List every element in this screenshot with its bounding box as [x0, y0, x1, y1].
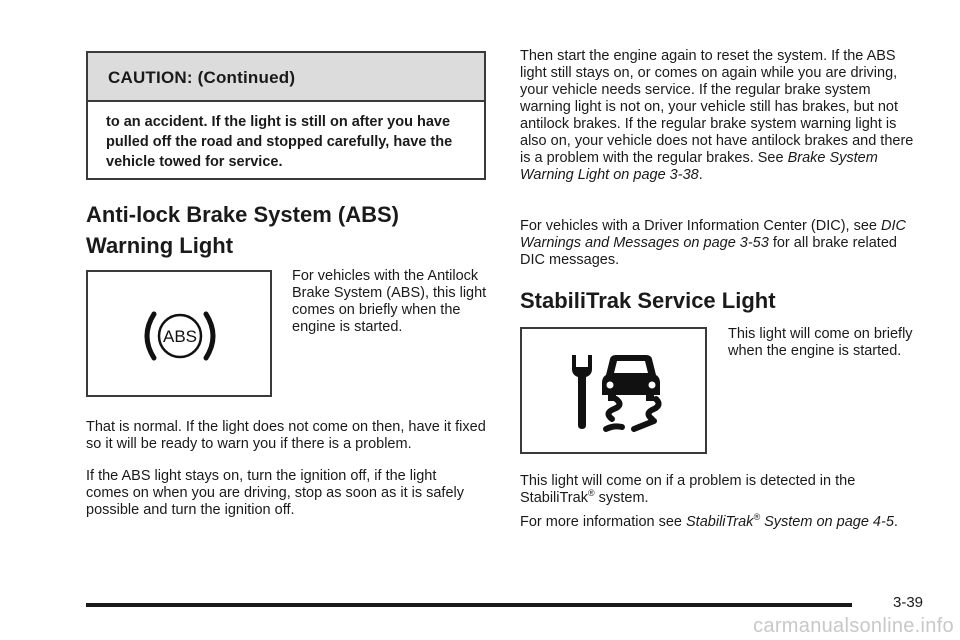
abs-icon-frame: [86, 270, 272, 397]
page-number: 3-39: [893, 594, 924, 611]
abs-heading-line1: Anti-lock Brake System (ABS): [86, 202, 399, 227]
footer-rule: [86, 603, 852, 607]
stabilitrak-system-ref-link[interactable]: [686, 514, 894, 530]
stabilitrak-ref-a: StabiliTrak: [686, 514, 754, 530]
registered-mark-ref: ®: [753, 512, 761, 523]
caution-text: to an accident. If the light is still on after you have pulled off the road and stopped carefully, have the vehicle towed for service.: [106, 114, 453, 170]
stabilitrak-paragraph-1-text: This light will come on if a problem is detected in the StabiliTrak: [520, 473, 856, 506]
right-paragraph-1: [520, 48, 915, 184]
stabilitrak-paragraph-1-end: system.: [594, 490, 649, 506]
caution-title: CAUTION: (Continued): [88, 53, 484, 102]
abs-paragraph-2: If the ABS light stays on, turn the ignition off, if the light comes on when you are driving, stop as soon as it is safely possible and turn the ignition off.: [86, 468, 464, 518]
stabilitrak-paragraph-2-end: .: [893, 514, 898, 530]
stabilitrak-icon-frame: [520, 327, 707, 454]
right-paragraph-2-text: For vehicles with a Driver Information Center (DIC), see: [520, 218, 881, 234]
right-paragraph-1-end: .: [698, 167, 703, 183]
right-paragraph-1-text: Then start the engine again to reset the system. If the ABS light still stays on, or comes on again while you are driving, your vehicle needs service. If the regular brake system warning light is not on, your vehicle still has brakes, but not antilock brakes. If the regular brake system warning light is also on, your vehicle does not have antilock brakes and there is a problem with the regular brakes. See: [520, 48, 914, 166]
right-paragraph-2: [520, 218, 915, 269]
stabilitrak-service-icon: [522, 329, 705, 452]
right-paragraph-2-end: for all brake related DIC messages.: [520, 235, 897, 268]
abs-icon-label: ABS: [162, 327, 198, 346]
stabilitrak-paragraph-1: [520, 473, 915, 507]
dic-warnings-ref-link[interactable]: DIC Warnings and Messages on page 3-53: [520, 218, 906, 251]
stabilitrak-side-text: This light will come on briefly when the engine is started.: [728, 326, 913, 359]
stabilitrak-paragraph-2-text: For more information see: [520, 514, 687, 530]
stabilitrak-paragraph-2: [520, 514, 915, 531]
brake-warning-ref-link[interactable]: Brake System Warning Light on page 3-38: [520, 150, 878, 183]
registered-mark: ®: [587, 488, 595, 499]
abs-side-text: For vehicles with the Antilock Brake System (ABS), this light comes on briefly when the engine is started.: [292, 268, 487, 335]
abs-warning-icon: [88, 272, 270, 395]
abs-paragraph-1: That is normal. If the light does not come on then, have it fixed so it will be ready to warn you if there is a problem.: [86, 419, 486, 452]
stabilitrak-ref-b: System on page 4-5: [760, 514, 894, 530]
watermark: carmanualsonline.info: [753, 615, 954, 637]
abs-heading: [86, 199, 486, 261]
abs-heading-line2: Warning Light: [86, 233, 234, 258]
stabilitrak-heading: StabiliTrak Service Light: [520, 288, 776, 313]
caution-box: [86, 51, 486, 180]
